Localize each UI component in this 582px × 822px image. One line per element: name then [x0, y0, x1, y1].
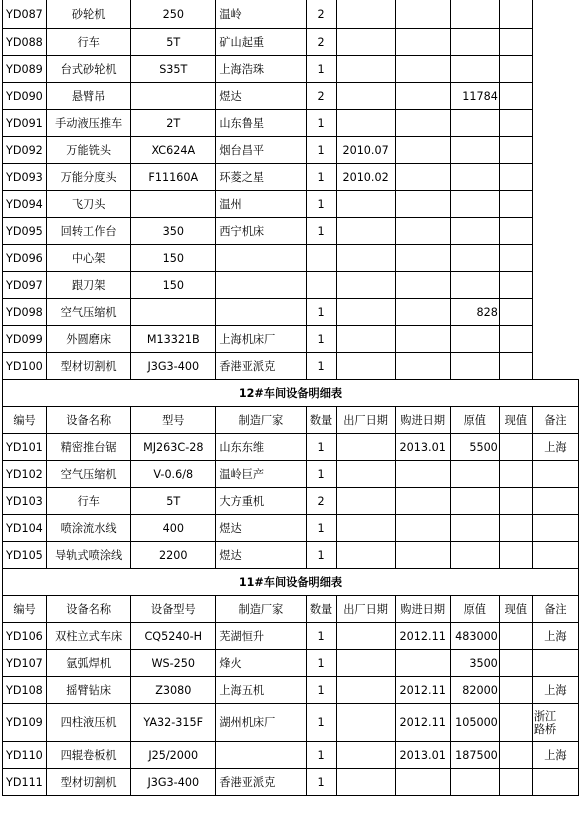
mfg-date-cell — [336, 623, 395, 650]
current-value-cell — [499, 769, 532, 796]
maker-cell: 西宁机床 — [216, 218, 306, 245]
name-cell: 四柱液压机 — [47, 704, 131, 742]
maker-cell: 山东东维 — [216, 434, 306, 461]
name-cell: 中心架 — [47, 245, 131, 272]
column-header: 编号 — [3, 596, 47, 623]
table-row — [3, 650, 579, 677]
current-value-cell — [499, 245, 532, 272]
column-header: 现值 — [499, 407, 532, 434]
mfg-date-cell — [336, 650, 395, 677]
id-cell: YD106 — [3, 623, 47, 650]
mfg-date-cell — [336, 677, 395, 704]
model-cell: 5T — [131, 488, 216, 515]
purchase-date-cell — [395, 488, 450, 515]
model-cell — [131, 83, 216, 110]
qty-cell — [306, 245, 336, 272]
table-row — [3, 515, 579, 542]
remark-cell: 上海 — [532, 742, 578, 769]
id-cell: YD098 — [3, 299, 47, 326]
current-value-cell — [499, 218, 532, 245]
purchase-date-cell — [395, 164, 450, 191]
qty-cell: 1 — [306, 769, 336, 796]
id-cell: YD097 — [3, 272, 47, 299]
column-header: 制造厂家 — [216, 596, 306, 623]
qty-cell: 1 — [306, 461, 336, 488]
qty-cell: 1 — [306, 515, 336, 542]
name-cell: 万能分度头 — [47, 164, 131, 191]
purchase-date-cell: 2013.01 — [395, 742, 450, 769]
section-title-row — [3, 569, 579, 596]
id-cell: YD103 — [3, 488, 47, 515]
qty-cell: 1 — [306, 110, 336, 137]
original-value-cell — [450, 191, 499, 218]
original-value-cell — [450, 218, 499, 245]
original-value-cell — [450, 29, 499, 56]
table-row — [3, 704, 579, 742]
remark-cell — [532, 542, 578, 569]
qty-cell: 2 — [306, 488, 336, 515]
current-value-cell — [499, 515, 532, 542]
remark-cell — [532, 769, 578, 796]
qty-cell: 1 — [306, 434, 336, 461]
maker-cell — [216, 272, 306, 299]
mfg-date-cell — [336, 434, 395, 461]
id-cell: YD107 — [3, 650, 47, 677]
original-value-cell — [450, 326, 499, 353]
maker-cell: 上海五机 — [216, 677, 306, 704]
mfg-date-cell — [336, 110, 395, 137]
remark-cell: 上海 — [532, 434, 578, 461]
id-cell: YD099 — [3, 326, 47, 353]
name-cell: 摇臂钻床 — [47, 677, 131, 704]
model-cell: J3G3-400 — [131, 353, 216, 380]
qty-cell: 1 — [306, 742, 336, 769]
mfg-date-cell — [336, 245, 395, 272]
equipment-table-body — [3, 0, 579, 796]
name-cell: 外圆磨床 — [47, 326, 131, 353]
name-cell: 氩弧焊机 — [47, 650, 131, 677]
mfg-date-cell — [336, 353, 395, 380]
maker-cell: 温岭 — [216, 0, 306, 29]
id-cell: YD087 — [3, 0, 47, 29]
name-cell: 四辊卷板机 — [47, 742, 131, 769]
table-row — [3, 623, 579, 650]
mfg-date-cell — [336, 29, 395, 56]
table-row — [3, 299, 579, 326]
original-value-cell — [450, 110, 499, 137]
maker-cell — [216, 245, 306, 272]
purchase-date-cell — [395, 191, 450, 218]
table-row — [3, 272, 579, 299]
column-header: 设备名称 — [47, 407, 131, 434]
name-cell: 空气压缩机 — [47, 299, 131, 326]
remark-cell: 浙江 路桥 — [532, 704, 578, 742]
model-cell: XC624A — [131, 137, 216, 164]
model-cell: 150 — [131, 245, 216, 272]
current-value-cell — [499, 704, 532, 742]
mfg-date-cell — [336, 299, 395, 326]
table-row — [3, 29, 579, 56]
current-value-cell — [499, 272, 532, 299]
mfg-date-cell — [336, 272, 395, 299]
purchase-date-cell — [395, 83, 450, 110]
table-row — [3, 542, 579, 569]
mfg-date-cell — [336, 326, 395, 353]
model-cell — [131, 191, 216, 218]
model-cell: Z3080 — [131, 677, 216, 704]
current-value-cell — [499, 110, 532, 137]
table-row — [3, 56, 579, 83]
purchase-date-cell — [395, 461, 450, 488]
maker-cell: 矿山起重 — [216, 29, 306, 56]
maker-cell: 山东鲁星 — [216, 110, 306, 137]
column-header: 原值 — [450, 596, 499, 623]
id-cell: YD094 — [3, 191, 47, 218]
current-value-cell — [499, 137, 532, 164]
purchase-date-cell — [395, 29, 450, 56]
name-cell: 行车 — [47, 29, 131, 56]
original-value-cell: 3500 — [450, 650, 499, 677]
model-cell: 400 — [131, 515, 216, 542]
purchase-date-cell — [395, 218, 450, 245]
qty-cell: 1 — [306, 164, 336, 191]
qty-cell: 2 — [306, 29, 336, 56]
column-header: 数量 — [306, 407, 336, 434]
maker-cell: 烽火 — [216, 650, 306, 677]
name-cell: 双柱立式车床 — [47, 623, 131, 650]
current-value-cell — [499, 29, 532, 56]
original-value-cell — [450, 137, 499, 164]
model-cell: S35T — [131, 56, 216, 83]
id-cell: YD092 — [3, 137, 47, 164]
original-value-cell: 5500 — [450, 434, 499, 461]
name-cell: 跟刀架 — [47, 272, 131, 299]
purchase-date-cell — [395, 542, 450, 569]
qty-cell: 1 — [306, 326, 336, 353]
original-value-cell — [450, 542, 499, 569]
original-value-cell — [450, 461, 499, 488]
model-cell: V-0.6/8 — [131, 461, 216, 488]
current-value-cell — [499, 0, 532, 29]
original-value-cell — [450, 488, 499, 515]
purchase-date-cell — [395, 137, 450, 164]
table-row — [3, 0, 579, 29]
current-value-cell — [499, 623, 532, 650]
current-value-cell — [499, 542, 532, 569]
current-value-cell — [499, 83, 532, 110]
column-header: 设备型号 — [131, 596, 216, 623]
column-header: 设备名称 — [47, 596, 131, 623]
mfg-date-cell — [336, 191, 395, 218]
purchase-date-cell: 2012.11 — [395, 623, 450, 650]
table-row — [3, 110, 579, 137]
original-value-cell — [450, 769, 499, 796]
table-row — [3, 461, 579, 488]
section-title: 12#车间设备明细表 — [3, 380, 579, 407]
column-header: 数量 — [306, 596, 336, 623]
column-header: 制造厂家 — [216, 407, 306, 434]
column-header: 编号 — [3, 407, 47, 434]
current-value-cell — [499, 326, 532, 353]
remark-cell — [532, 515, 578, 542]
model-cell: 350 — [131, 218, 216, 245]
mfg-date-cell: 2010.02 — [336, 164, 395, 191]
mfg-date-cell — [336, 83, 395, 110]
purchase-date-cell — [395, 110, 450, 137]
mfg-date-cell — [336, 488, 395, 515]
name-cell: 手动液压推车 — [47, 110, 131, 137]
current-value-cell — [499, 677, 532, 704]
purchase-date-cell — [395, 299, 450, 326]
id-cell: YD088 — [3, 29, 47, 56]
column-header: 出厂日期 — [336, 596, 395, 623]
qty-cell: 2 — [306, 83, 336, 110]
model-cell: WS-250 — [131, 650, 216, 677]
model-cell: MJ263C-28 — [131, 434, 216, 461]
id-cell: YD104 — [3, 515, 47, 542]
model-cell: J25/2000 — [131, 742, 216, 769]
model-cell: CQ5240-H — [131, 623, 216, 650]
maker-cell — [216, 742, 306, 769]
current-value-cell — [499, 164, 532, 191]
current-value-cell — [499, 56, 532, 83]
maker-cell: 大方重机 — [216, 488, 306, 515]
current-value-cell — [499, 299, 532, 326]
name-cell: 砂轮机 — [47, 0, 131, 29]
qty-cell: 1 — [306, 677, 336, 704]
column-header: 备注 — [532, 596, 578, 623]
original-value-cell — [450, 272, 499, 299]
maker-cell: 煜达 — [216, 83, 306, 110]
current-value-cell — [499, 434, 532, 461]
name-cell: 飞刀头 — [47, 191, 131, 218]
current-value-cell — [499, 650, 532, 677]
original-value-cell — [450, 164, 499, 191]
table-row — [3, 137, 579, 164]
model-cell: YA32-315F — [131, 704, 216, 742]
original-value-cell: 187500 — [450, 742, 499, 769]
purchase-date-cell — [395, 353, 450, 380]
table-row — [3, 488, 579, 515]
model-cell: 5T — [131, 29, 216, 56]
original-value-cell: 82000 — [450, 677, 499, 704]
purchase-date-cell — [395, 650, 450, 677]
mfg-date-cell — [336, 56, 395, 83]
table-row — [3, 218, 579, 245]
model-cell: 2200 — [131, 542, 216, 569]
current-value-cell — [499, 191, 532, 218]
name-cell: 万能铣头 — [47, 137, 131, 164]
table-row — [3, 164, 579, 191]
id-cell: YD090 — [3, 83, 47, 110]
name-cell: 回转工作台 — [47, 218, 131, 245]
column-header: 型号 — [131, 407, 216, 434]
id-cell: YD100 — [3, 353, 47, 380]
mfg-date-cell — [336, 515, 395, 542]
id-cell: YD095 — [3, 218, 47, 245]
purchase-date-cell: 2013.01 — [395, 434, 450, 461]
model-cell: F11160A — [131, 164, 216, 191]
maker-cell: 温州 — [216, 191, 306, 218]
model-cell: J3G3-400 — [131, 769, 216, 796]
original-value-cell: 483000 — [450, 623, 499, 650]
name-cell: 空气压缩机 — [47, 461, 131, 488]
mfg-date-cell — [336, 542, 395, 569]
purchase-date-cell — [395, 56, 450, 83]
name-cell: 精密推台锯 — [47, 434, 131, 461]
column-header: 出厂日期 — [336, 407, 395, 434]
mfg-date-cell — [336, 742, 395, 769]
section-title-row — [3, 380, 579, 407]
current-value-cell — [499, 353, 532, 380]
column-header: 购进日期 — [395, 407, 450, 434]
model-cell: M13321B — [131, 326, 216, 353]
section-title: 11#车间设备明细表 — [3, 569, 579, 596]
qty-cell: 1 — [306, 650, 336, 677]
table-row — [3, 326, 579, 353]
id-cell: YD108 — [3, 677, 47, 704]
maker-cell: 上海机床厂 — [216, 326, 306, 353]
qty-cell: 1 — [306, 218, 336, 245]
name-cell: 悬臂吊 — [47, 83, 131, 110]
qty-cell: 1 — [306, 56, 336, 83]
purchase-date-cell — [395, 515, 450, 542]
purchase-date-cell — [395, 245, 450, 272]
mfg-date-cell — [336, 769, 395, 796]
original-value-cell — [450, 515, 499, 542]
name-cell: 型材切割机 — [47, 769, 131, 796]
table-row — [3, 353, 579, 380]
id-cell: YD091 — [3, 110, 47, 137]
remark-cell — [532, 461, 578, 488]
current-value-cell — [499, 461, 532, 488]
maker-cell: 湖州机床厂 — [216, 704, 306, 742]
original-value-cell — [450, 0, 499, 29]
maker-cell — [216, 299, 306, 326]
equipment-table — [2, 0, 579, 796]
id-cell: YD105 — [3, 542, 47, 569]
name-cell: 喷涂流水线 — [47, 515, 131, 542]
id-cell: YD102 — [3, 461, 47, 488]
remark-cell — [532, 488, 578, 515]
maker-cell: 煜达 — [216, 515, 306, 542]
original-value-cell — [450, 353, 499, 380]
column-header: 现值 — [499, 596, 532, 623]
table-row — [3, 191, 579, 218]
qty-cell: 1 — [306, 704, 336, 742]
id-cell: YD093 — [3, 164, 47, 191]
original-value-cell: 828 — [450, 299, 499, 326]
id-cell: YD096 — [3, 245, 47, 272]
purchase-date-cell: 2012.11 — [395, 704, 450, 742]
purchase-date-cell — [395, 769, 450, 796]
qty-cell: 1 — [306, 191, 336, 218]
mfg-date-cell: 2010.07 — [336, 137, 395, 164]
qty-cell: 1 — [306, 137, 336, 164]
name-cell: 型材切割机 — [47, 353, 131, 380]
table-row — [3, 83, 579, 110]
remark-cell: 上海 — [532, 623, 578, 650]
maker-cell: 芜湖恒升 — [216, 623, 306, 650]
remark-cell — [532, 650, 578, 677]
purchase-date-cell — [395, 272, 450, 299]
header-row — [3, 596, 579, 623]
qty-cell: 2 — [306, 0, 336, 29]
id-cell: YD110 — [3, 742, 47, 769]
column-header: 备注 — [532, 407, 578, 434]
qty-cell: 1 — [306, 623, 336, 650]
mfg-date-cell — [336, 218, 395, 245]
maker-cell: 煜达 — [216, 542, 306, 569]
mfg-date-cell — [336, 461, 395, 488]
id-cell: YD111 — [3, 769, 47, 796]
column-header: 原值 — [450, 407, 499, 434]
name-cell: 导轨式喷涂线 — [47, 542, 131, 569]
original-value-cell: 105000 — [450, 704, 499, 742]
current-value-cell — [499, 488, 532, 515]
name-cell: 台式砂轮机 — [47, 56, 131, 83]
maker-cell: 香港亚派克 — [216, 769, 306, 796]
current-value-cell — [499, 742, 532, 769]
model-cell: 2T — [131, 110, 216, 137]
name-cell: 行车 — [47, 488, 131, 515]
original-value-cell — [450, 56, 499, 83]
qty-cell: 1 — [306, 353, 336, 380]
model-cell — [131, 299, 216, 326]
remark-cell: 上海 — [532, 677, 578, 704]
maker-cell: 烟台昌平 — [216, 137, 306, 164]
column-header: 购进日期 — [395, 596, 450, 623]
id-cell: YD089 — [3, 56, 47, 83]
maker-cell: 上海浩珠 — [216, 56, 306, 83]
header-row — [3, 407, 579, 434]
purchase-date-cell — [395, 326, 450, 353]
table-row — [3, 677, 579, 704]
qty-cell — [306, 272, 336, 299]
id-cell: YD101 — [3, 434, 47, 461]
qty-cell: 1 — [306, 299, 336, 326]
model-cell: 250 — [131, 0, 216, 29]
mfg-date-cell — [336, 0, 395, 29]
qty-cell: 1 — [306, 542, 336, 569]
table-row — [3, 245, 579, 272]
model-cell: 150 — [131, 272, 216, 299]
original-value-cell: 11784 — [450, 83, 499, 110]
purchase-date-cell — [395, 0, 450, 29]
mfg-date-cell — [336, 704, 395, 742]
maker-cell: 环菱之星 — [216, 164, 306, 191]
table-row — [3, 434, 579, 461]
purchase-date-cell: 2012.11 — [395, 677, 450, 704]
table-row — [3, 742, 579, 769]
id-cell: YD109 — [3, 704, 47, 742]
table-row — [3, 769, 579, 796]
original-value-cell — [450, 245, 499, 272]
maker-cell: 温岭巨产 — [216, 461, 306, 488]
maker-cell: 香港亚派克 — [216, 353, 306, 380]
